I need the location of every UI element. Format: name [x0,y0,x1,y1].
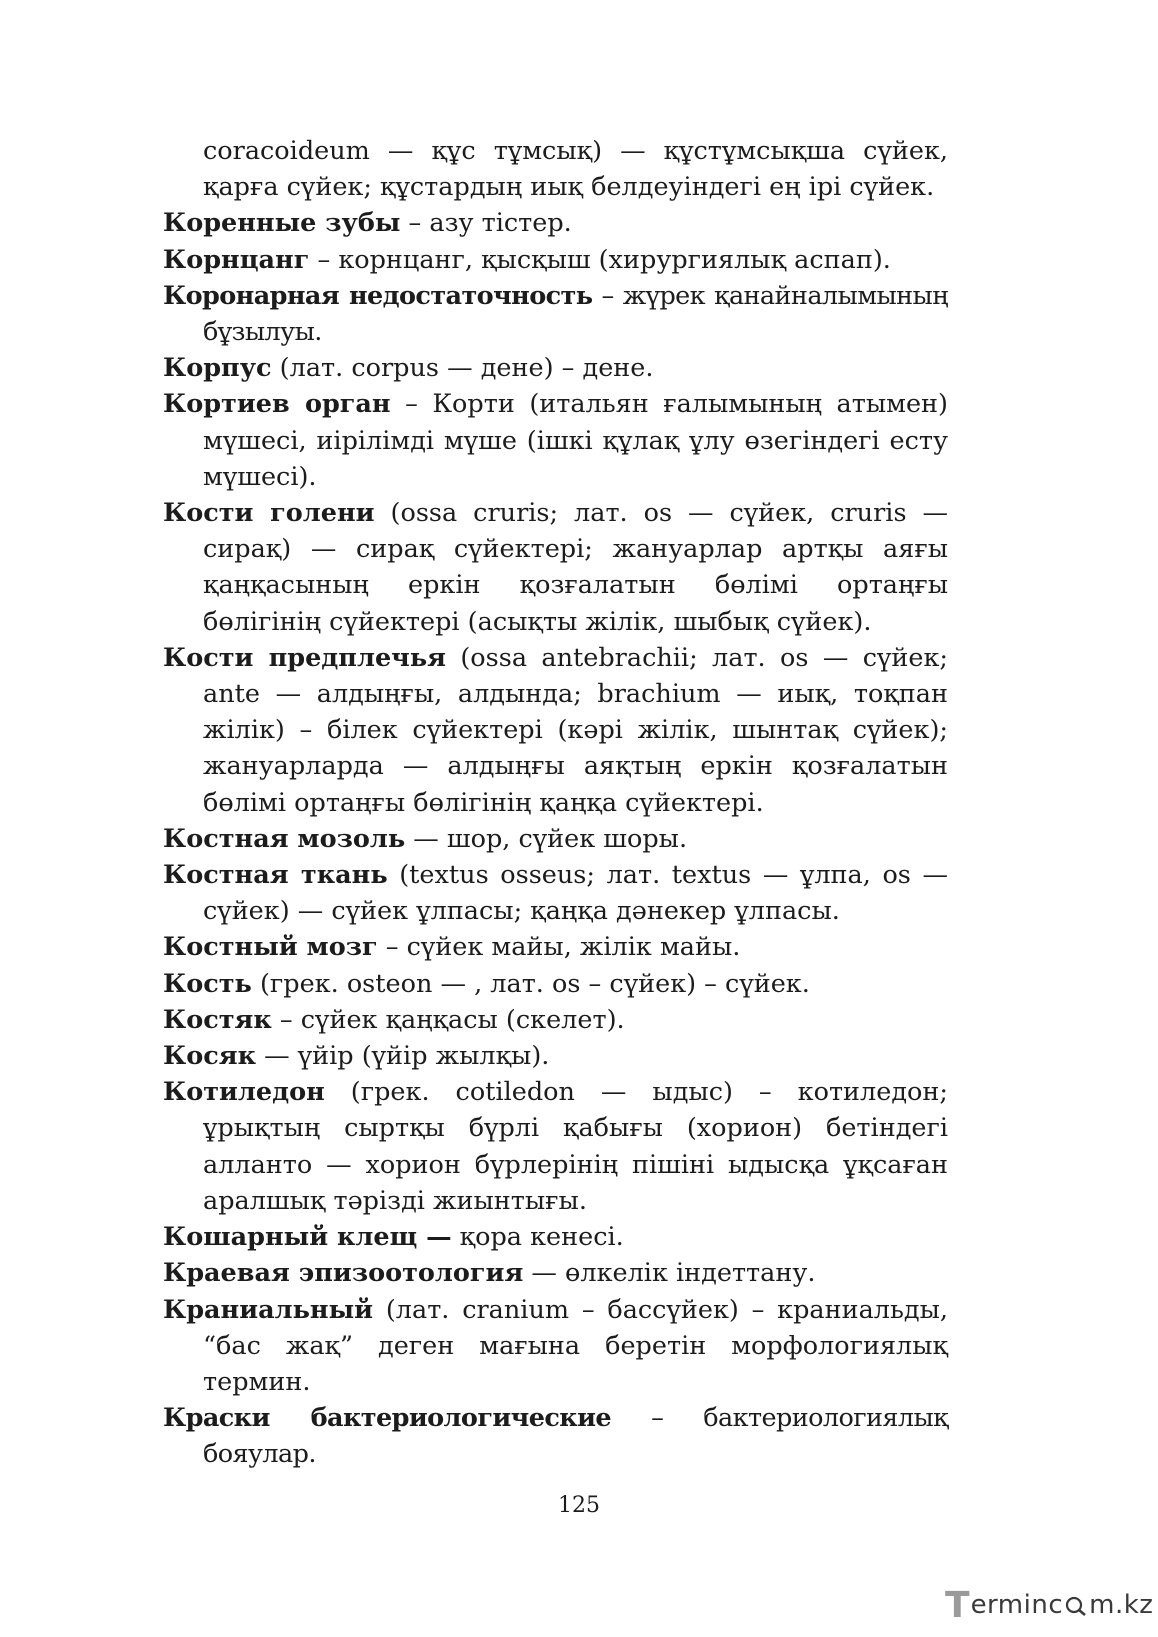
entry-definition: – жүрек қанайналымының бұзылуы. [203,280,948,348]
dictionary-entry [163,821,948,857]
dictionary-entry [163,242,948,278]
entry-definition: (textus osseus; лат. textus — ұлпа, os — сүйек) — сүйек ұлпасы; қаңқа дәнекер ұлпасы. [203,860,948,927]
dictionary-entry [163,278,948,350]
dictionary-entry [163,1255,948,1291]
dictionary-entry [163,1074,948,1219]
entry-definition: (ossa cruris; лат. os — сүйек, cruris — сирақ) — сирақ сүйектері; жануарлар артқы аяғы қаңқасының еркін қозғалатын бөлімі ортаңғы бөлігінің сүйектері (асықты жілік, шыбық сүйек). [203,498,948,637]
dictionary-entry [163,133,948,205]
dictionary-entry [163,386,948,495]
dictionary-entry [163,1002,948,1038]
logo-letter-t: T [945,1584,970,1626]
entry-definition: – бактериологиялық бояулар. [203,1403,948,1470]
entry-term: Кортиев орган [163,389,391,420]
dictionary-entry [163,640,948,821]
entry-definition: (грек. cotiledon — ыдыс) – котиледон; ұрықтың сыртқы бүрлі қабығы (хорион) бетіндегі алланто — хорион бүрлерінің пішіні ыдысқа ұқсаған аралшық тәрізді жиынтығы. [203,1077,948,1216]
entry-term: Кости предплечья [163,642,446,673]
entry-term: Кошарный клещ — [163,1222,452,1253]
dictionary-entry [163,966,948,1002]
entry-term: Коренные зубы [163,208,401,239]
entry-term: Краниальный [163,1294,374,1325]
entry-term: Корпус [163,353,272,384]
dictionary-entry [163,857,948,929]
entry-definition: — шор, сүйек шоры. [405,823,688,854]
entry-term: Котиледон [163,1077,325,1108]
logo-domain: m.kz [1089,1590,1154,1620]
dictionary-entry [163,1219,948,1255]
entry-definition: – азу тістер. [400,208,572,239]
entry-definition: coracoideum — құс тұмсық) — құстұмсықша сүйек, қарға сүйек; құстардың иық белдеуіндегі ең ірі сүйек. [203,136,948,203]
dictionary-entry [163,1038,948,1074]
dictionary-entry [163,1400,948,1472]
dictionary-entry [163,929,948,965]
entry-term: Косяк [163,1041,256,1072]
entry-term: Кость [163,968,252,999]
logo-text: erminc [970,1590,1064,1620]
entry-term: Кости голени [163,498,375,529]
magnifier-icon [1064,1593,1088,1617]
dictionary-entry [163,495,948,640]
entry-definition: – Корти (итальян ғалымының атымен) мүшесі, иірілімді мүше (ішкі құлақ ұлу өзегіндегі есту мүшесі). [203,389,948,492]
terminkom-logo [945,1585,1153,1625]
dictionary-entry [163,350,948,386]
entry-term: Костный мозг [163,932,378,963]
entry-definition: – сүйек майы, жілік майы. [377,932,741,963]
entry-definition: — үйір (үйір жылқы). [256,1041,550,1072]
entry-definition: (ossa antebrachii; лат. os — сүйек; ante — алдыңғы, алдында; brachium — иық, тоқпан жілік) – білек сүйектері (кәрі жілік, шынтақ сүйек); жануарларда — алдыңғы аяқтың еркін қозғалатын бөлімі ортаңғы бөлігінің қаңқа сүйектері. [203,642,948,818]
dictionary-entry [163,1292,948,1401]
page-number: 125 [558,1493,600,1518]
entry-term: Корнцанг [163,244,310,275]
entry-definition: (лат. corpus — дене) – дене. [271,353,654,384]
entry-term: Костяк [163,1004,272,1035]
entry-definition: – сүйек қаңқасы (скелет). [271,1004,625,1035]
entry-definition: — өлкелік індеттану. [523,1258,816,1289]
entry-term: Коронарная недостаточность [163,280,593,311]
dictionary-page [163,133,948,1473]
entry-term: Краевая эпизоотология [163,1258,524,1289]
entry-term: Костная мозоль [163,823,406,854]
entry-definition: қора кенесі. [451,1222,624,1253]
entry-term: Костная ткань [163,860,388,891]
entry-definition: – корнцанг, қысқыш (хирургиялық аспап). [309,244,891,275]
entry-definition: (грек. osteon — , лат. os – сүйек) – сүйек. [251,968,810,999]
entry-definition: (лат. cranium – бассүйек) – краниальды, “бас жақ” деген мағына беретін морфологиялық термин. [203,1294,948,1397]
dictionary-entry [163,205,948,241]
entry-term: Краски бактериологические [163,1403,612,1434]
